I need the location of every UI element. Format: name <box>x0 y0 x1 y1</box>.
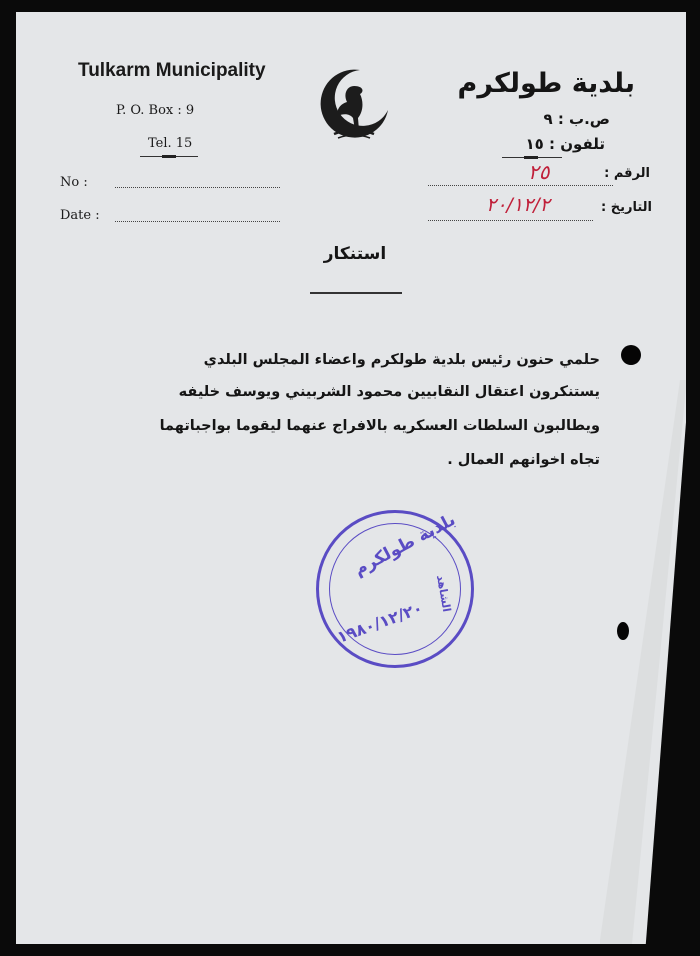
heading-underline <box>310 292 402 294</box>
ref-dotted-line <box>428 184 613 186</box>
tel-ar: تلفون : ١٥ <box>525 135 605 153</box>
tel-en: Tel. 15 <box>148 136 193 151</box>
handwritten-date: ٢٠/١٢/٢ <box>486 194 550 216</box>
date-label-en: Date : <box>60 208 100 223</box>
municipality-title-en: Tulkarm Municipality <box>78 60 266 81</box>
punch-hole <box>621 345 641 365</box>
municipality-emblem-icon <box>314 64 394 144</box>
pobox-en: P. O. Box : 9 <box>116 103 195 118</box>
tel-rule-en <box>140 156 198 157</box>
punch-hole <box>617 622 629 640</box>
stamp-side-text: الشاهد <box>433 574 454 613</box>
tel-rule-ar <box>502 157 562 158</box>
stamp-date: ١٩٨٠/١٢/٢٠ <box>334 598 426 647</box>
municipality-title-ar: بلدية طولكرم <box>457 68 635 99</box>
no-dotted-line <box>115 186 280 188</box>
document-heading: استنكار <box>323 244 387 264</box>
municipality-stamp <box>316 510 474 668</box>
stamp-title: بلدية طولكرم <box>350 509 459 581</box>
body-line: ويطالبون السلطات العسكريه بالافراج عنهما ليقوما بواجباتهما <box>159 418 600 434</box>
pobox-ar: ص.ب : ٩ <box>543 110 610 128</box>
date-dotted-line-ar <box>428 219 593 221</box>
handwritten-ref-number: ٢٥ <box>528 160 550 184</box>
ref-label-ar: الرقم : <box>604 166 650 181</box>
body-line: تجاه اخوانهم العمال . <box>447 452 600 468</box>
date-dotted-line-en <box>115 220 280 222</box>
body-line: يستنكرون اعتقال النقابيين محمود الشربيني ويوسف خليفه <box>178 384 600 400</box>
no-label: No : <box>60 175 88 190</box>
body-line: حلمي حنون رئيس بلدية طولكرم واعضاء المجلس البلدي <box>203 352 600 368</box>
date-label-ar: التاريخ : <box>601 200 652 215</box>
